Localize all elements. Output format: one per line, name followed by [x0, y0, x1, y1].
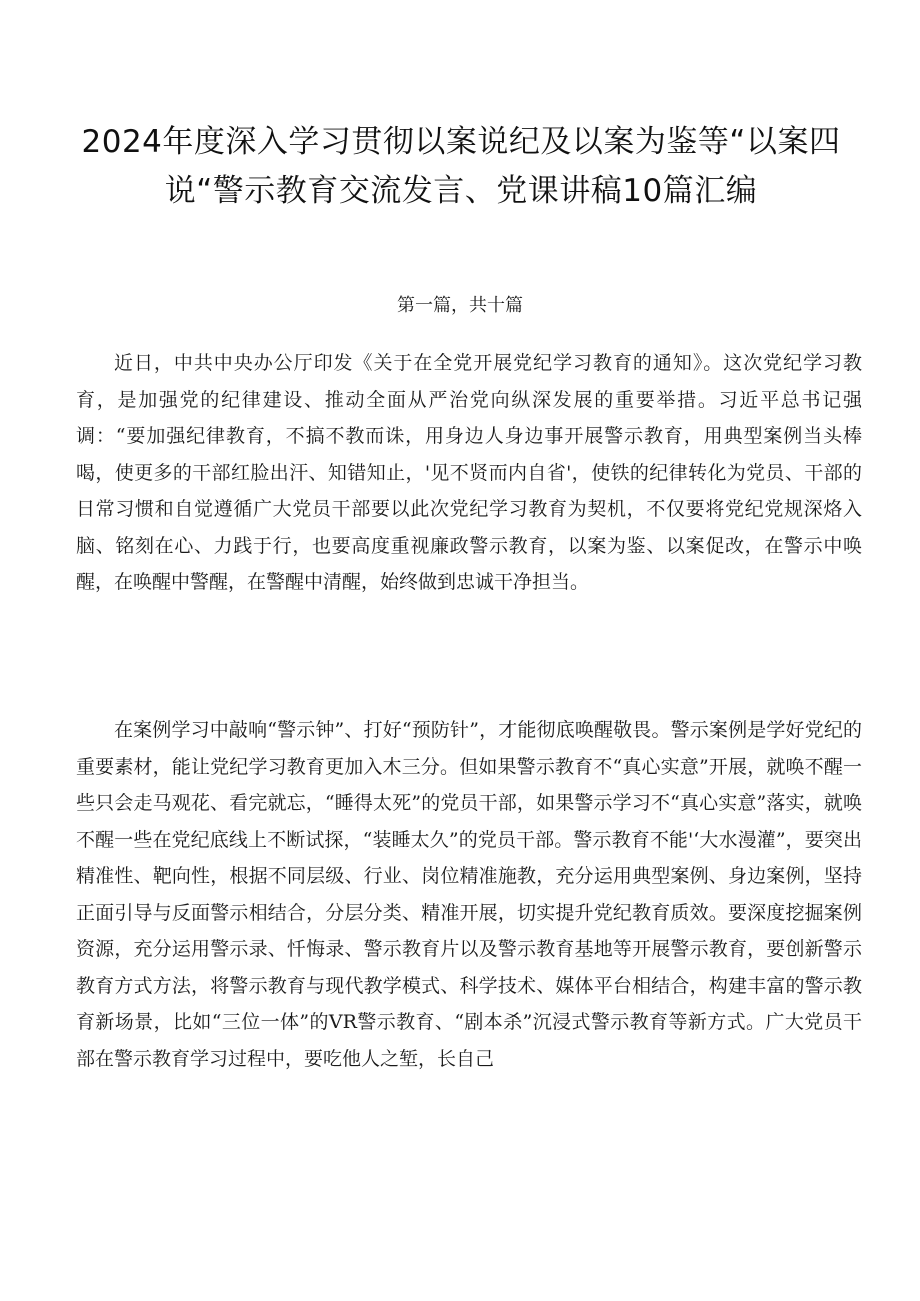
section-subtitle: 第一篇，共十篇	[397, 295, 523, 316]
body-paragraph-2: 在案例学习中敲响“警示钟”、打好“预防针”，才能彻底唤醒敬畏。警示案例是学好党纪的重要素材，能让党纪学习教育更加入木三分。但如果警示教育不“真心实意”开展，就唤不醒一些只会走马观花、看完就忘，“睡得太死”的党员干部，如果警示学习不“真心实意”落实，就唤不醒一些在党纪底线上不断试探，“装睡太久”的党员干部。警示教育不能'‘大水漫灌”，要突出精准性、靶向性，根据不同层级、行业、岗位精准施教，充分运用典型案例、身边案例，坚持正面引导与反面警示相结合，分层分类、精准开展，切实提升党纪教育质效。要深度挖掘案例资源，充分运用警示录、忏悔录、警示教育片以及警示教育基地等开展警示教育，要创新警示教育方式方法，将警示教育与现代教学模式、科学技术、媒体平台相结合，构建丰富的警示教育新场景，比如“三位一体”的VR警示教育、“剧本杀”沉浸式警示教育等新方式。广大党员干部在警示教育学习过程中，要吃他人之堑，长自己	[76, 719, 862, 1070]
body-paragraph-1: 近日，中共中央办公厅印发《关于在全党开展党纪学习教育的通知》。这次党纪学习教育，是加强党的纪律建设、推动全面从严治党向纵深发展的重要举措。习近平总书记强调：“要加强纪律教育，不搞不教而诛，用身边人身边事开展警示教育，用典型案例当头棒喝，使更多的干部红脸出汗、知错知止，'见不贤而内自省'，使铁的纪律转化为党员、干部的日常习惯和自觉遵循广大党员干部要以此次党纪学习教育为契机，不仅要将党纪党规深烙入脑、铭刻在心、力践于行，也要高度重视廉政警示教育，以案为鉴、以案促改，在警示中唤醒，在唤醒中警醒，在警醒中清醒，始终做到忠诚干净担当。	[76, 352, 862, 593]
document-title: 2024年度深入学习贯彻以案说纪及以案为鉴等“以案四说“警示教育交流发言、党课讲稿10篇汇编	[81, 124, 841, 209]
